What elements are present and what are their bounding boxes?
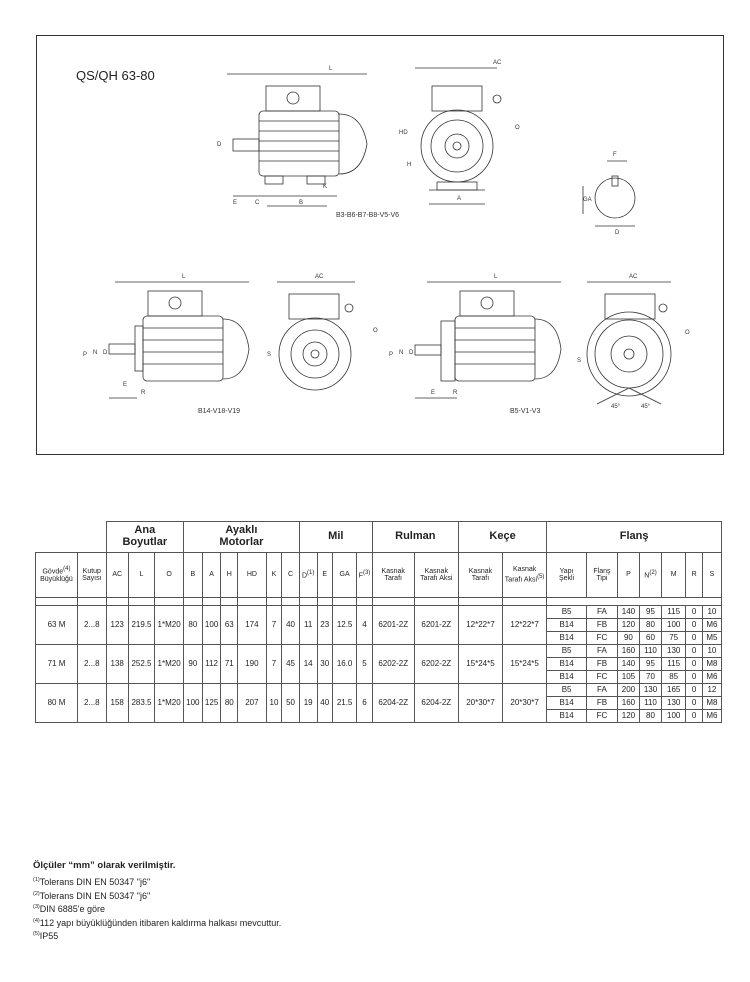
- cell-flange-type: B14: [547, 658, 587, 671]
- side-view-b14: [109, 282, 249, 398]
- cell-flange-r: 0: [686, 645, 703, 658]
- cell-flange-n: 130: [639, 684, 661, 697]
- dimension-label: AC: [315, 274, 324, 280]
- cell-flange-type: B5: [547, 645, 587, 658]
- cell-flange-s: M8: [702, 697, 721, 710]
- cell-ga: 12.5: [332, 606, 356, 645]
- header-b: B: [183, 553, 202, 598]
- table-row: [36, 645, 722, 658]
- cell-e: 30: [317, 645, 332, 684]
- cell-flange-n: 95: [639, 606, 661, 619]
- cell-poles: 2...8: [77, 684, 106, 723]
- cell-seal2: 20*30*7: [503, 684, 547, 723]
- cell-d: 19: [299, 684, 317, 723]
- dimension-label: E: [431, 390, 436, 396]
- cell-flange-m: 165: [662, 684, 686, 697]
- cell-flange-r: 0: [686, 619, 703, 632]
- cell-b: 90: [183, 645, 202, 684]
- dimension-label: P: [83, 352, 88, 358]
- cell-bear2: 6204-2Z: [414, 684, 458, 723]
- drawing-frame: [36, 35, 724, 455]
- cell-flange-p: 140: [617, 658, 639, 671]
- dimension-label: AC: [493, 60, 502, 66]
- cell-flange-ft: FC: [586, 671, 617, 684]
- header-p: P: [617, 553, 639, 598]
- cell-flange-n: 80: [639, 619, 661, 632]
- cell-hd: 174: [238, 606, 267, 645]
- view-caption-b5: B5-V1-V3: [510, 408, 541, 415]
- cell-flange-m: 75: [662, 632, 686, 645]
- cell-seal1: 15*24*5: [458, 645, 502, 684]
- cell-flange-p: 120: [617, 710, 639, 723]
- header-r: R: [686, 553, 703, 598]
- cell-h: 63: [221, 606, 238, 645]
- cell-ac: 158: [106, 684, 128, 723]
- cell-ga: 21.5: [332, 684, 356, 723]
- table-row: [36, 606, 722, 619]
- dimension-label: 45°: [611, 404, 621, 410]
- model-title: QS/QH 63-80: [76, 68, 155, 83]
- cell-a: 112: [202, 645, 221, 684]
- cell-f: 5: [357, 645, 372, 684]
- cell-h: 71: [221, 645, 238, 684]
- cell-l: 252.5: [128, 645, 155, 684]
- cell-flange-m: 115: [662, 658, 686, 671]
- dimension-label: S: [577, 358, 582, 364]
- cell-flange-s: M6: [702, 710, 721, 723]
- cell-flange-ft: FA: [586, 645, 617, 658]
- cell-k: 7: [266, 645, 281, 684]
- cell-flange-type: B14: [547, 697, 587, 710]
- dimension-label: R: [141, 390, 146, 396]
- dimension-label: B: [299, 200, 304, 206]
- cell-b: 100: [183, 684, 202, 723]
- side-view-foot: [227, 74, 367, 206]
- note-item: $^{(4)}$112 yapı büyüklüğünden itibaren kaldırma halkası mevcuttur.: [33, 917, 282, 928]
- header-e: E: [317, 553, 332, 598]
- front-view-foot: [415, 68, 501, 204]
- cell-hd: 207: [238, 684, 267, 723]
- cell-flange-s: M5: [702, 632, 721, 645]
- note-item: $^{(5)}$IP55: [33, 931, 59, 941]
- cell-flange-s: M6: [702, 619, 721, 632]
- notes: [33, 860, 281, 943]
- cell-flange-n: 110: [639, 645, 661, 658]
- cell-flange-ft: FA: [586, 684, 617, 697]
- cell-flange-s: M8: [702, 658, 721, 671]
- dimension-label: 45°: [641, 404, 651, 410]
- cell-flange-type: B5: [547, 606, 587, 619]
- front-view-b5: [587, 282, 671, 404]
- cell-h: 80: [221, 684, 238, 723]
- cell-flange-s: 10: [702, 606, 721, 619]
- cell-flange-n: 80: [639, 710, 661, 723]
- cell-o: 1*M20: [155, 645, 184, 684]
- dimension-label: N: [399, 350, 404, 356]
- header-kasnak-tarafı: Kasnak Tarafı: [458, 553, 502, 598]
- dimension-label: D: [103, 350, 108, 356]
- group-ayakli-motorlar: Ayaklı Motorlar: [183, 522, 299, 553]
- header-s: S: [702, 553, 721, 598]
- cell-c: 40: [282, 606, 300, 645]
- cell-a: 100: [202, 606, 221, 645]
- dimension-label: D: [217, 142, 222, 148]
- header-kasnak-tarafı-aksi: Kasnak Tarafı Aksi$^{(5)}$: [503, 553, 547, 598]
- cell-flange-n: 110: [639, 697, 661, 710]
- cell-flange-p: 90: [617, 632, 639, 645]
- header-k: K: [266, 553, 281, 598]
- corner-cell: [36, 522, 107, 553]
- cell-seal1: 20*30*7: [458, 684, 502, 723]
- header-n: $N^{(2)}$: [639, 553, 661, 598]
- cell-flange-ft: FB: [586, 697, 617, 710]
- dimension-label: GA: [583, 197, 592, 203]
- cell-flange-m: 130: [662, 645, 686, 658]
- header-l: L: [128, 553, 155, 598]
- cell-flange-p: 160: [617, 645, 639, 658]
- cell-flange-r: 0: [686, 710, 703, 723]
- cell-flange-r: 0: [686, 632, 703, 645]
- cell-flange-r: 0: [686, 606, 703, 619]
- cell-seal2: 15*24*5: [503, 645, 547, 684]
- cell-flange-ft: FA: [586, 606, 617, 619]
- cell-e: 23: [317, 606, 332, 645]
- cell-a: 125: [202, 684, 221, 723]
- cell-bear1: 6202-2Z: [372, 645, 414, 684]
- cell-body: 80 M: [36, 684, 78, 723]
- dimension-label: R: [453, 390, 458, 396]
- cell-o: 1*M20: [155, 684, 184, 723]
- header-govde: Gövde$^{(4)}$ Büyüklüğü: [36, 553, 78, 598]
- shaft-section: [583, 161, 635, 226]
- cell-l: 219.5: [128, 606, 155, 645]
- group-rulman: Rulman: [372, 522, 458, 553]
- side-view-b5: [415, 282, 561, 398]
- dimension-label: S: [267, 352, 272, 358]
- dimension-label: F: [613, 152, 617, 158]
- header-flanş-tipi: Flanş Tipi: [586, 553, 617, 598]
- header-a: A: [202, 553, 221, 598]
- header-d: $D^{(1)}$: [299, 553, 317, 598]
- cell-flange-s: 10: [702, 645, 721, 658]
- cell-bear1: 6201-2Z: [372, 606, 414, 645]
- notes-heading: Ölçüler “mm” olarak verilmiştir.: [33, 860, 176, 871]
- cell-flange-type: B5: [547, 684, 587, 697]
- cell-flange-n: 60: [639, 632, 661, 645]
- cell-flange-p: 140: [617, 606, 639, 619]
- cell-f: 6: [357, 684, 372, 723]
- dimension-label: O: [685, 330, 690, 336]
- header-ga: GA: [332, 553, 356, 598]
- cell-e: 40: [317, 684, 332, 723]
- cell-flange-p: 160: [617, 697, 639, 710]
- cell-flange-n: 95: [639, 658, 661, 671]
- dimension-label: N: [93, 350, 98, 356]
- cell-d: 14: [299, 645, 317, 684]
- cell-ga: 16.0: [332, 645, 356, 684]
- cell-flange-type: B14: [547, 619, 587, 632]
- technical-drawing: [37, 36, 725, 456]
- header-m: M: [662, 553, 686, 598]
- cell-flange-p: 105: [617, 671, 639, 684]
- group-flans: Flanş: [547, 522, 722, 553]
- cell-flange-ft: FC: [586, 632, 617, 645]
- cell-flange-n: 70: [639, 671, 661, 684]
- cell-flange-p: 200: [617, 684, 639, 697]
- cell-c: 45: [282, 645, 300, 684]
- cell-flange-r: 0: [686, 658, 703, 671]
- cell-o: 1*M20: [155, 606, 184, 645]
- cell-poles: 2...8: [77, 645, 106, 684]
- cell-l: 283.5: [128, 684, 155, 723]
- cell-flange-p: 120: [617, 619, 639, 632]
- cell-ac: 138: [106, 645, 128, 684]
- cell-flange-ft: FC: [586, 710, 617, 723]
- header-o: O: [155, 553, 184, 598]
- cell-bear2: 6202-2Z: [414, 645, 458, 684]
- cell-b: 80: [183, 606, 202, 645]
- dimension-label: P: [389, 352, 394, 358]
- dimension-label: L: [494, 274, 498, 280]
- cell-bear2: 6201-2Z: [414, 606, 458, 645]
- dimension-label: H: [407, 162, 412, 168]
- cell-flange-m: 100: [662, 619, 686, 632]
- dimension-label: HD: [399, 130, 408, 136]
- cell-seal2: 12*22*7: [503, 606, 547, 645]
- cell-flange-type: B14: [547, 632, 587, 645]
- cell-d: 11: [299, 606, 317, 645]
- header-ac: AC: [106, 553, 128, 598]
- header-hd: HD: [238, 553, 267, 598]
- header-yapı-şekli: Yapı Şekli: [547, 553, 587, 598]
- cell-body: 71 M: [36, 645, 78, 684]
- dimension-table: [35, 521, 722, 723]
- dimension-label: A: [457, 196, 462, 202]
- dimension-label: C: [255, 200, 260, 206]
- cell-k: 10: [266, 684, 281, 723]
- cell-flange-type: B14: [547, 671, 587, 684]
- cell-flange-ft: FB: [586, 619, 617, 632]
- dimension-label: O: [515, 125, 520, 131]
- cell-flange-type: B14: [547, 710, 587, 723]
- note-item: $^{(2)}$Tolerans DIN EN 50347 "j6": [33, 890, 151, 901]
- group-mil: Mil: [299, 522, 372, 553]
- dimension-label: L: [329, 66, 333, 72]
- cell-seal1: 12*22*7: [458, 606, 502, 645]
- cell-flange-r: 0: [686, 697, 703, 710]
- dimension-label: E: [233, 200, 238, 206]
- cell-hd: 190: [238, 645, 267, 684]
- group-kece: Keçe: [458, 522, 546, 553]
- dimension-label: O: [373, 328, 378, 334]
- dimension-label: L: [182, 274, 186, 280]
- header-kasnak-tarafı: Kasnak Tarafı: [372, 553, 414, 598]
- cell-f: 4: [357, 606, 372, 645]
- cell-flange-m: 100: [662, 710, 686, 723]
- view-caption-b14: B14-V18-V19: [198, 408, 241, 415]
- cell-flange-ft: FB: [586, 658, 617, 671]
- cell-flange-s: M6: [702, 671, 721, 684]
- dimension-label: D: [409, 350, 414, 356]
- cell-flange-m: 115: [662, 606, 686, 619]
- header-h: H: [221, 553, 238, 598]
- cell-poles: 2...8: [77, 606, 106, 645]
- table-row: [36, 684, 722, 697]
- cell-k: 7: [266, 606, 281, 645]
- cell-flange-m: 85: [662, 671, 686, 684]
- cell-bear1: 6204-2Z: [372, 684, 414, 723]
- cell-flange-r: 0: [686, 671, 703, 684]
- dimension-label: E: [123, 382, 128, 388]
- header-f: $F^{(3)}$: [357, 553, 372, 598]
- view-caption-foot: B3-B6-B7-B8-V5-V6: [336, 212, 400, 219]
- group-ana-boyutlar: Ana Boyutlar: [106, 522, 183, 553]
- note-item: $^{(3)}$DIN 6885'e göre: [33, 904, 105, 914]
- cell-ac: 123: [106, 606, 128, 645]
- header-c: C: [282, 553, 300, 598]
- dimension-label: AC: [629, 274, 638, 280]
- dimension-label: K: [323, 184, 328, 190]
- note-item: $^{(1)}$Tolerans DIN EN 50347 "j6": [33, 877, 151, 887]
- cell-body: 63 M: [36, 606, 78, 645]
- cell-flange-m: 130: [662, 697, 686, 710]
- cell-flange-r: 0: [686, 684, 703, 697]
- cell-c: 50: [282, 684, 300, 723]
- cell-flange-s: 12: [702, 684, 721, 697]
- header-kasnak-tarafı-aksi: Kasnak Tarafı Aksi: [414, 553, 458, 598]
- front-view-b14: [277, 282, 355, 390]
- spacer-row: [36, 598, 722, 606]
- header-kutup: Kutup Sayısı: [77, 553, 106, 598]
- dimension-label: D: [615, 230, 620, 236]
